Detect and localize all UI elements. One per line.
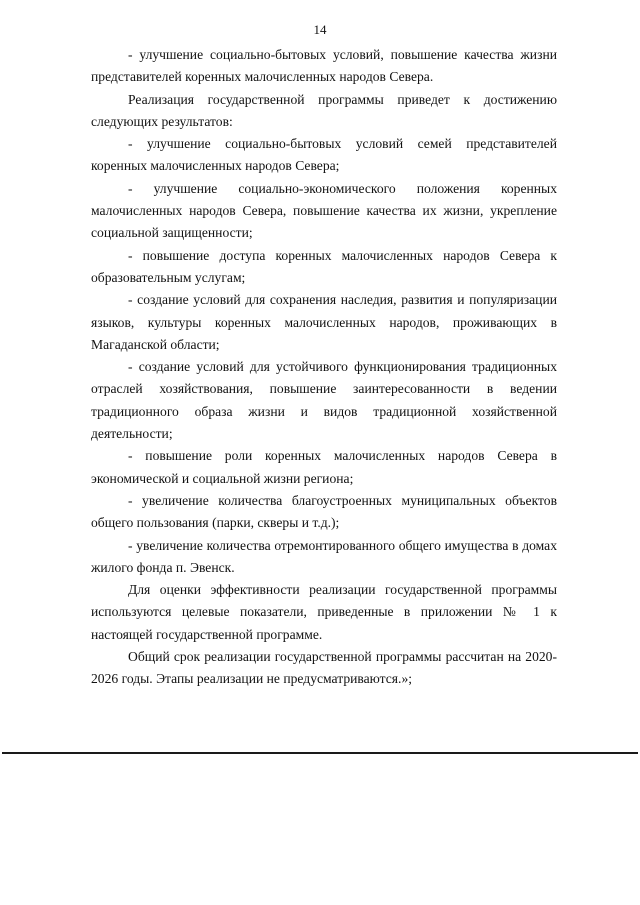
paragraph: - повышение роли коренных малочисленных народов Севера в экономической и социальной жизни региона; <box>91 448 557 486</box>
page-number: 14 <box>313 22 327 37</box>
paragraph: - улучшение социально-бытовых условий, повышение качества жизни представителей коренных малочисленных народов Севера. <box>91 47 557 85</box>
paragraph: - увеличение количества благоустроенных муниципальных объектов общего пользования (парки, скверы и т.д.); <box>91 492 557 531</box>
horizontal-divider <box>2 752 638 754</box>
paragraph: - увеличение количества отремонтированного общего имущества в домах жилого фонда п. Эвенск. <box>91 537 557 575</box>
paragraph: - улучшение социально-бытовых условий семей представителей коренных малочисленных народов Севера; <box>91 136 557 174</box>
paragraph: - создание условий для устойчивого функционирования традиционных отраслей хозяйствования, повышение заинтересованности в ведении традиционного образа жизни и видов традиционной хозяйственной деятельности; <box>91 359 557 442</box>
paragraph: - создание условий для сохранения наследия, развития и популяризации языков, культуры коренных малочисленных народов, проживающих в Магаданской области; <box>91 292 557 352</box>
paragraph: Общий срок реализации государственной программы рассчитан на 2020-2026 годы. Этапы реализации не предусматриваются.»; <box>91 649 557 687</box>
paragraph: Реализация государственной программы приведет к достижению следующих результатов: <box>91 91 557 129</box>
document-body <box>91 44 557 691</box>
paragraph: Для оценки эффективности реализации государственной программы используются целевые показатели, приведенные в приложении № 1 к настоящей государственной программе. <box>91 582 557 642</box>
paragraph: - улучшение социально-экономического положения коренных малочисленных народов Севера, повышение качества их жизни, укрепление социальной защищенности; <box>91 180 557 241</box>
paragraph: - повышение доступа коренных малочисленных народов Севера к образовательным услугам; <box>91 247 557 285</box>
